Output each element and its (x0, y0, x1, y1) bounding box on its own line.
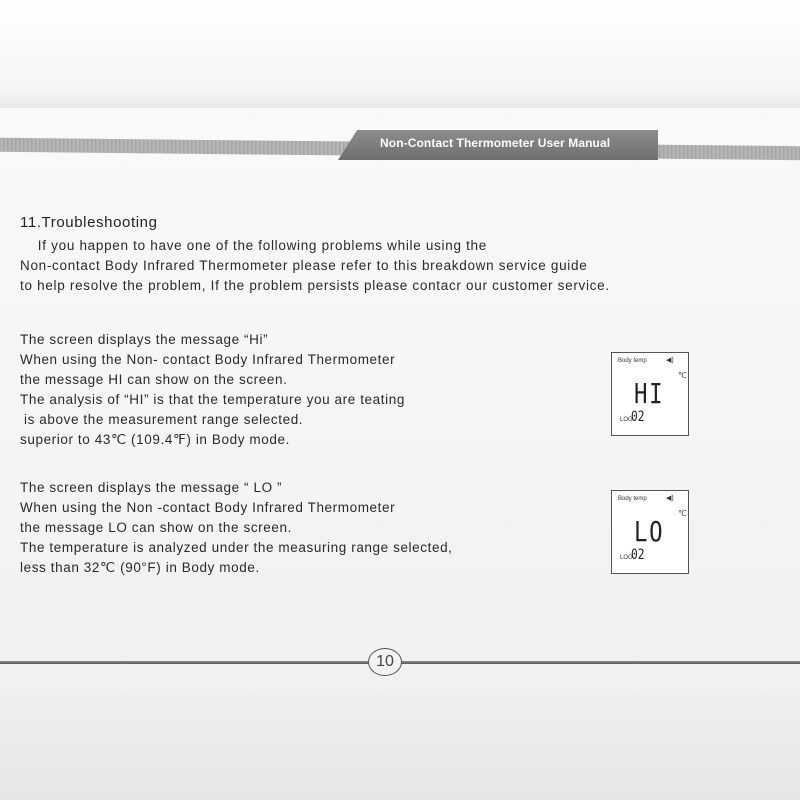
lo-line: less than 32℃ (90°F) in Body mode. (20, 560, 260, 575)
log-number: 02 (631, 547, 645, 563)
speaker-icon: ◀) (666, 495, 674, 502)
lo-display-illustration (611, 490, 689, 574)
lo-message-block (20, 478, 580, 578)
header-title: Non-Contact Thermometer User Manual (380, 136, 611, 150)
page-top-edge (0, 0, 800, 108)
hi-line: is above the measurement range selected. (24, 412, 304, 427)
section-title: 11.Troubleshooting (20, 214, 158, 231)
hi-line: the message HI can show on the screen. (20, 372, 288, 387)
hi-line: superior to 43℃ (109.4℉) in Body mode. (20, 432, 290, 447)
display-mode-label: Body temp (618, 496, 647, 502)
lo-line: When using the Non -contact Body Infrared Thermometer (20, 500, 396, 515)
intro-line: Non-contact Body Infrared Thermometer please refer to this breakdown service guide (20, 258, 588, 273)
intro-paragraph (20, 236, 740, 296)
hi-line: The analysis of “HI” is that the temperature you are teating (20, 392, 405, 407)
hi-line: The screen displays the message “Hi” (20, 332, 269, 347)
display-mode-label: Body temp (618, 358, 647, 364)
log-label: LOG (620, 555, 633, 561)
display-reading: HI (634, 377, 665, 410)
celsius-unit: ℃ (678, 371, 687, 380)
lo-line: the message LO can show on the screen. (20, 520, 292, 535)
log-label: LOG (620, 417, 633, 423)
intro-line: to help resolve the problem, If the problem persists please contacr our customer service. (20, 278, 610, 293)
page-number: 10 (368, 648, 402, 676)
log-number: 02 (631, 409, 645, 425)
page-bottom-area (0, 690, 800, 800)
hi-line: When using the Non- contact Body Infrared Thermometer (20, 352, 396, 367)
hi-display-illustration (611, 352, 689, 436)
speaker-icon: ◀) (666, 357, 674, 364)
lo-line: The temperature is analyzed under the measuring range selected, (20, 540, 453, 555)
intro-line: If you happen to have one of the following problems while using the (20, 238, 487, 253)
celsius-unit: ℃ (678, 509, 687, 518)
hi-message-block (20, 330, 580, 450)
lo-line: The screen displays the message “ LO ” (20, 480, 283, 495)
display-reading: LO (634, 515, 665, 548)
